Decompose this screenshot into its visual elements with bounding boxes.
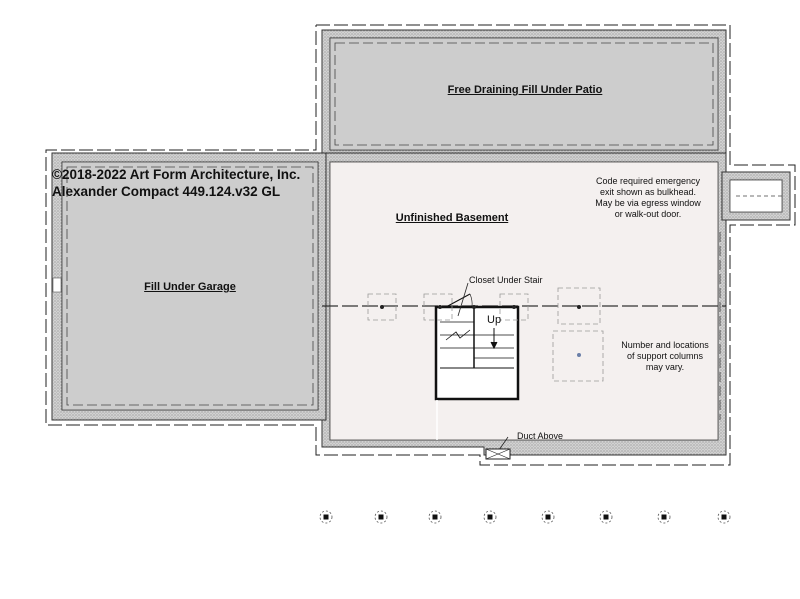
footing-mark	[379, 515, 384, 520]
garage-fill-label: Fill Under Garage	[144, 281, 236, 293]
egress-note	[582, 176, 714, 220]
duct-label: Duct Above	[517, 431, 564, 441]
closet-label: Closet Under Stair	[469, 275, 543, 285]
up-label: Up	[487, 314, 502, 326]
footing-mark	[546, 515, 551, 520]
footing-marks	[320, 511, 730, 523]
columns-note	[604, 340, 726, 373]
copyright-line-2: Alexander Compact 449.124.v32 GL	[52, 184, 281, 199]
egress-note-line: Code required emergency	[595, 176, 701, 186]
footing-mark	[722, 515, 727, 520]
footing-mark	[324, 515, 329, 520]
patio-fill-label: Free Draining Fill Under Patio	[447, 84, 603, 96]
egress-note-line: May be via egress window	[595, 198, 701, 208]
footing-mark	[433, 515, 438, 520]
egress-note-line: or walk-out door.	[614, 209, 682, 219]
footing-mark	[604, 515, 609, 520]
columns-note-line: of support columns	[626, 351, 704, 361]
columns-note-line: Number and locations	[621, 340, 709, 350]
basement-label: Unfinished Basement	[395, 212, 509, 224]
columns-note-line: may vary.	[645, 362, 685, 372]
egress-note-line: exit shown as bulkhead.	[599, 187, 697, 197]
copyright-line-1: ©2018-2022 Art Form Architecture, Inc.	[52, 167, 301, 182]
stair	[436, 294, 518, 399]
footing-mark	[662, 515, 667, 520]
footing-mark	[488, 515, 493, 520]
